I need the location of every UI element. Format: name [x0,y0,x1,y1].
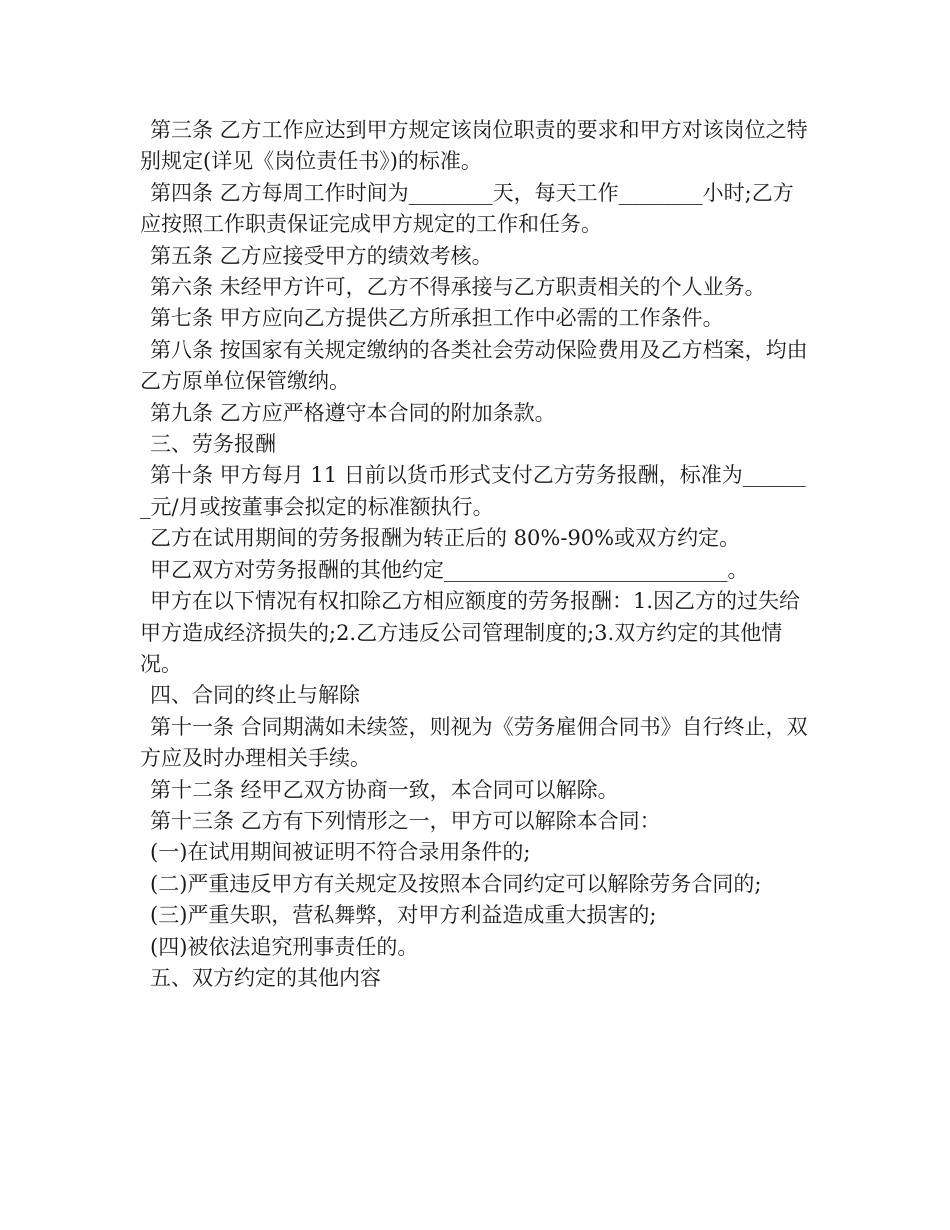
clause-13-item-2: (二)严重违反甲方有关规定及按照本合同约定可以解除劳务合同的; [150,871,762,896]
clause-10: 第十条 甲方每月 11 日前以货币形式支付乙方劳务报酬，标准为_______元/月或按董事会拟定的标准额执行。 [140,463,806,519]
clause-11: 第十一条 合同期满如未续签，则视为《劳务雇佣合同书》自行终止，双方应及时办理相关手续。 [140,714,808,771]
clause-5: 第五条 乙方应接受甲方的绩效考核。 [150,243,493,268]
clause-13: 第十三条 乙方有下列情形之一，甲方可以解除本合同： [150,808,661,833]
clause-12: 第十二条 经甲乙双方协商一致，本合同可以解除。 [150,777,619,802]
section-heading-termination: 四、合同的终止与解除 [150,683,360,708]
section-heading-remuneration: 三、劳务报酬 [150,432,276,457]
clause-13-item-4: (四)被依法追究刑事责任的。 [150,934,419,959]
clause-3: 第三条 乙方工作应达到甲方规定该岗位职责的要求和甲方对该岗位之特别规定(详见《岗位责任书》)的标准。 [140,118,808,174]
clause-13-item-1: (一)在试用期间被证明不符合录用条件的; [150,840,531,865]
clause-13-item-3: (三)严重失职，营私舞弊，对甲方利益造成重大损害的; [150,903,657,928]
probation-remuneration: 乙方在试用期间的劳务报酬为转正后的 80%-90%或双方约定。 [150,526,741,551]
contract-page [140,115,812,994]
clause-4: 第四条 乙方每周工作时间为________天，每天工作________小时;乙方应按照工作职责保证完成甲方规定的工作和任务。 [140,180,794,237]
clause-6: 第六条 未经甲方许可，乙方不得承接与乙方职责相关的个人业务。 [150,275,766,300]
clause-7: 第七条 甲方应向乙方提供乙方所承担工作中必需的工作条件。 [150,306,724,331]
remuneration-deduction: 甲方在以下情况有权扣除乙方相应额度的劳务报酬：1.因乙方的过失给甲方造成经济损失的;2.乙方违反公司管理制度的;3.双方约定的其他情况。 [140,589,801,676]
clause-8: 第八条 按国家有关规定缴纳的各类社会劳动保险费用及乙方档案，均由乙方原单位保管缴纳。 [140,337,808,394]
clause-9: 第九条 乙方应严格遵守本合同的附加条款。 [150,400,556,425]
section-heading-other-terms: 五、双方约定的其他内容 [150,965,381,990]
other-remuneration-agreement: 甲乙双方对劳务报酬的其他约定___________________________。 [150,557,749,582]
